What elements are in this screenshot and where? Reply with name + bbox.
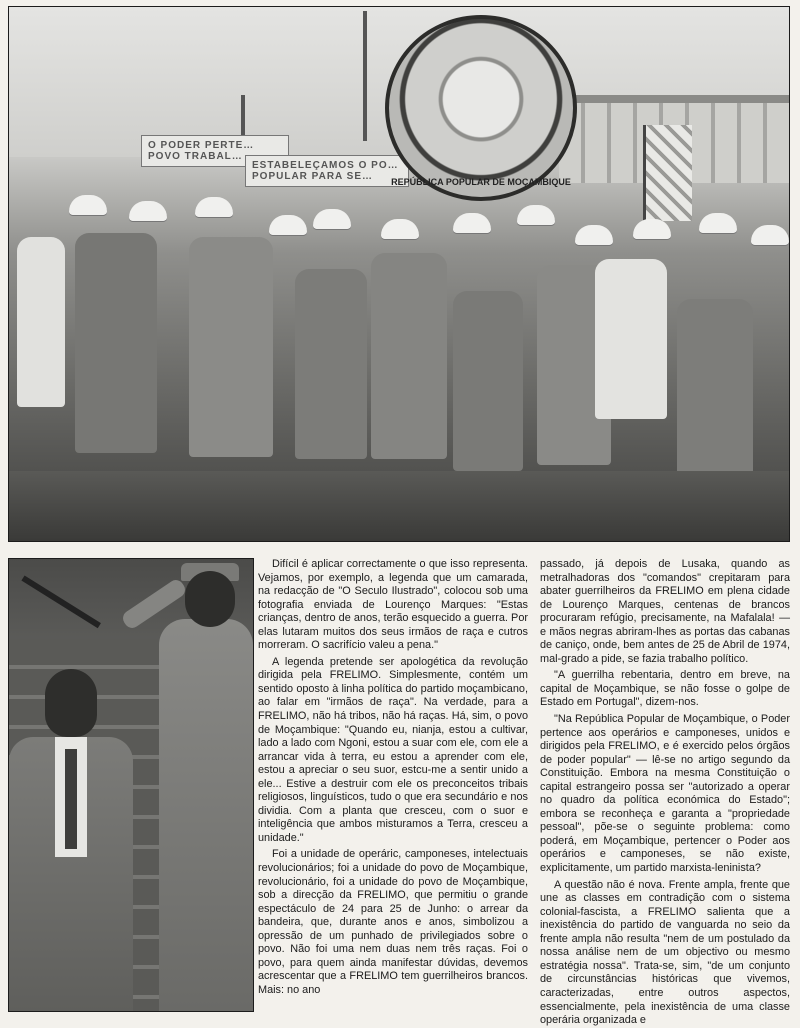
flag [643,125,692,221]
hat [517,205,555,225]
hat [69,195,107,215]
soldier-uniform [159,619,253,1011]
hat [269,215,307,235]
banner-left: O PODER PERTE… POVO TRABAL… [141,135,289,167]
child-figure [677,299,753,485]
paragraph: A questão não é nova. Frente ampla, frente que une as classes em contradição com o sistema colonial-fascista, a FRELIMO salienta que a inexistência do partido de vanguarda no seio da frente ampla não resulta "nem de um postulado da nossa análise nem de um objectivo ou mesmo estratégia nossa". Trata-se, sim, "de um conjunto de circunstâncias históricas que vivemos, caracterizadas, entre outros aspectos, essencialmente, pela inexistência de uma classe operária organizada e [540,878,790,1027]
paragraph: Difícil é aplicar correctamente o que isso representa. Vejamos, por exemplo, a legenda que um camarada, na redacção de "O Seculo Ilustrado", colocou sob uma fotografia enviada de Lourenço Marques: "Estas crianças, dentro de anos, terão esquecido a guerra. Por elas lutaram muitos dos seus irmãos de raça e cutros morreram. O sacrifício valeu a pena." [258,558,528,652]
paragraph: passado, já depois de Lusaka, quando as metralhadoras dos "comandos" crepitaram para abater guerrilheiros da FRELIMO em plena cidade de Lourenço Marques, centenas de brancos procuraram refúgio, precisamente, na Mafalala! — e mãos negras abriram-lhes as portas das cabanas de caniço, onde, bem antes de 25 de Abril de 1974, mal-grado a pide, se fazia trabalho político. [540,558,790,665]
soldier-head [185,571,235,627]
child-figure [189,237,273,457]
banner-middle: ESTABELEÇAMOS O PO… POPULAR PARA SE… [245,155,409,187]
lamp-pole [363,11,367,141]
ground [9,471,789,541]
hat [195,197,233,217]
hat [575,225,613,245]
hat [699,213,737,233]
child-figure [453,291,523,471]
paragraph: Foi a unidade de operáric, camponeses, intelectuais revolucionários; foi a unidade do povo de Moçambique, revolucionário, foi a unidade do povo de Moçambique, sob a direcção da FRELIMO, que permitiu o grande espectáculo de 24 para 25 de Junho: o arrear da bandeira, que, durante anos e anos, simbolizou a opressão de um punhado de privilegiados sobre o povo. Não foi uma nem duas nem três raças. Foi o povo, para quem ainda manifestar dúvidas, devemos acrescentar que a FRELIMO tem guerrilheiros brancos. Mais: no ano [258,848,528,996]
leader-photo [8,558,254,1012]
hat [381,219,419,239]
hat [313,209,351,229]
child-figure [75,233,157,453]
state-emblem [385,15,577,201]
parade-photo [8,6,790,542]
leader-tie [65,749,77,849]
leader-head [45,669,97,737]
article-column-1 [258,558,528,998]
hat [129,201,167,221]
hat [751,225,789,245]
paragraph: "A guerrilha rebentaria, dentro em breve, na capital de Moçambique, se não fosse o golpe de Estado em Portugal", dizem-nos. [540,669,790,709]
hat [633,219,671,239]
microphone [21,575,101,628]
article-column-2 [540,558,790,1028]
child-figure [295,269,367,459]
emblem-text: REPÚBLICA POPULAR DE MOÇAMBIQUE [391,177,571,187]
adult-figure [595,259,667,419]
paragraph: "Na República Popular de Moçambique, o Poder pertence aos operários e camponeses, unidos e dirigidos pela FRELIMO, e é exercido pelos órgãos de poder popular" — lê-se no artigo segundo da Constituição. Embora na mesma Constituição o capital estrangeiro possa ser "autorizado a operar no quadro da política económica do Estado"; embora se reconheça e garanta a "propriedade pessoal", põe-se o seguinte problema: como poderá, em Moçambique, pertencer o Poder aos operários e camponeses, se não existe, explicitamente, um partido marxista-leninista? [540,713,790,875]
adult-figure [17,237,65,407]
child-figure [371,253,447,459]
paragraph: A legenda pretende ser apologética da revolução dirigida pela FRELIMO. Simplesmente, contém um sentido oposto à linha política do partido moçambicano, ao falar em "irmãos de raça". Na verdade, para a FRELIMO, não há tribos, não há raças. Há, sim, o povo de Moçambique: "Quando eu, nianja, estou a cultivar, lado a lado com Ngoni, estou a suar com ele, com ele a arrancar vida à terra, eu estou a aprender com ele, estou a apreciar o seu suor, estcu-me a sentir unido a ele... Estive a destruir com ele os preconceitos tribais religiosos, linguísticos, tudo o que era secundário e nos dividia. Com a planta que cresceu, com o suor e inteligência que ambos misturamos a Terra, cresceu a unidade." [258,655,528,844]
hat [453,213,491,233]
